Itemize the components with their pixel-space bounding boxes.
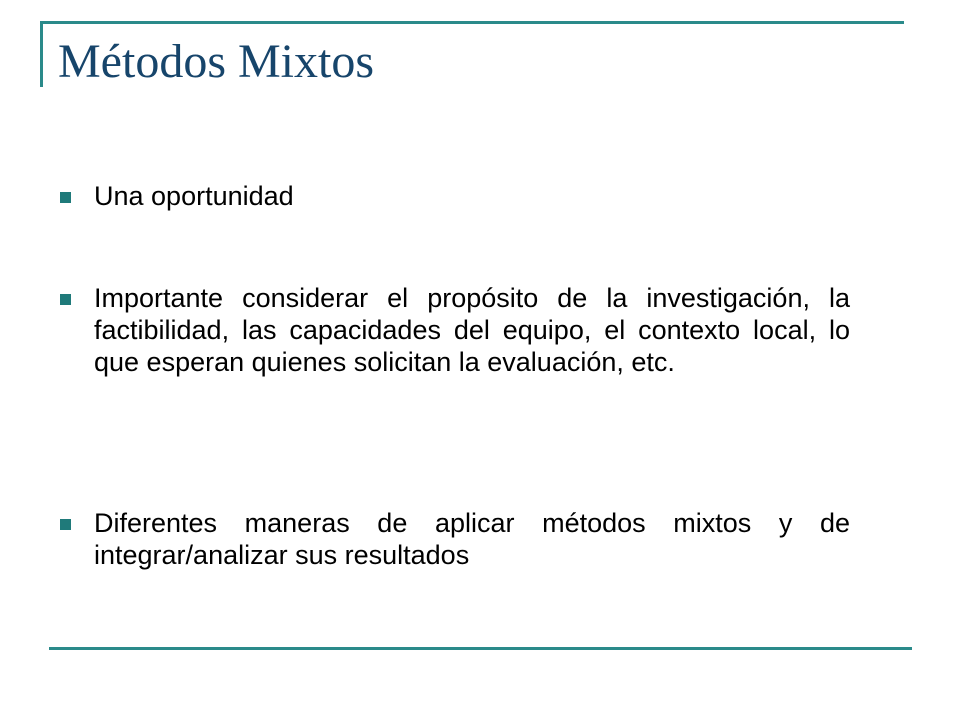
bullet-item <box>60 507 850 571</box>
bullet-text: Importante considerar el propósito de la investigación, la factibilidad, las capacidades del equipo, el contexto local, lo que esperan quienes solicitan la evaluación, etc. <box>94 283 850 377</box>
square-bullet-icon <box>60 294 71 305</box>
bottom-rule <box>49 647 912 650</box>
square-bullet-icon <box>60 192 71 203</box>
bullet-text: Una oportunidad <box>94 181 294 211</box>
bullet-item <box>60 180 850 212</box>
slide-title: Métodos Mixtos <box>58 35 375 88</box>
bullet-text: Diferentes maneras de aplicar métodos mixtos y de integrar/analizar sus resultados <box>94 508 850 570</box>
square-bullet-icon <box>60 519 71 530</box>
top-rule <box>40 21 904 24</box>
left-rule <box>40 21 43 87</box>
bullet-item <box>60 282 850 378</box>
